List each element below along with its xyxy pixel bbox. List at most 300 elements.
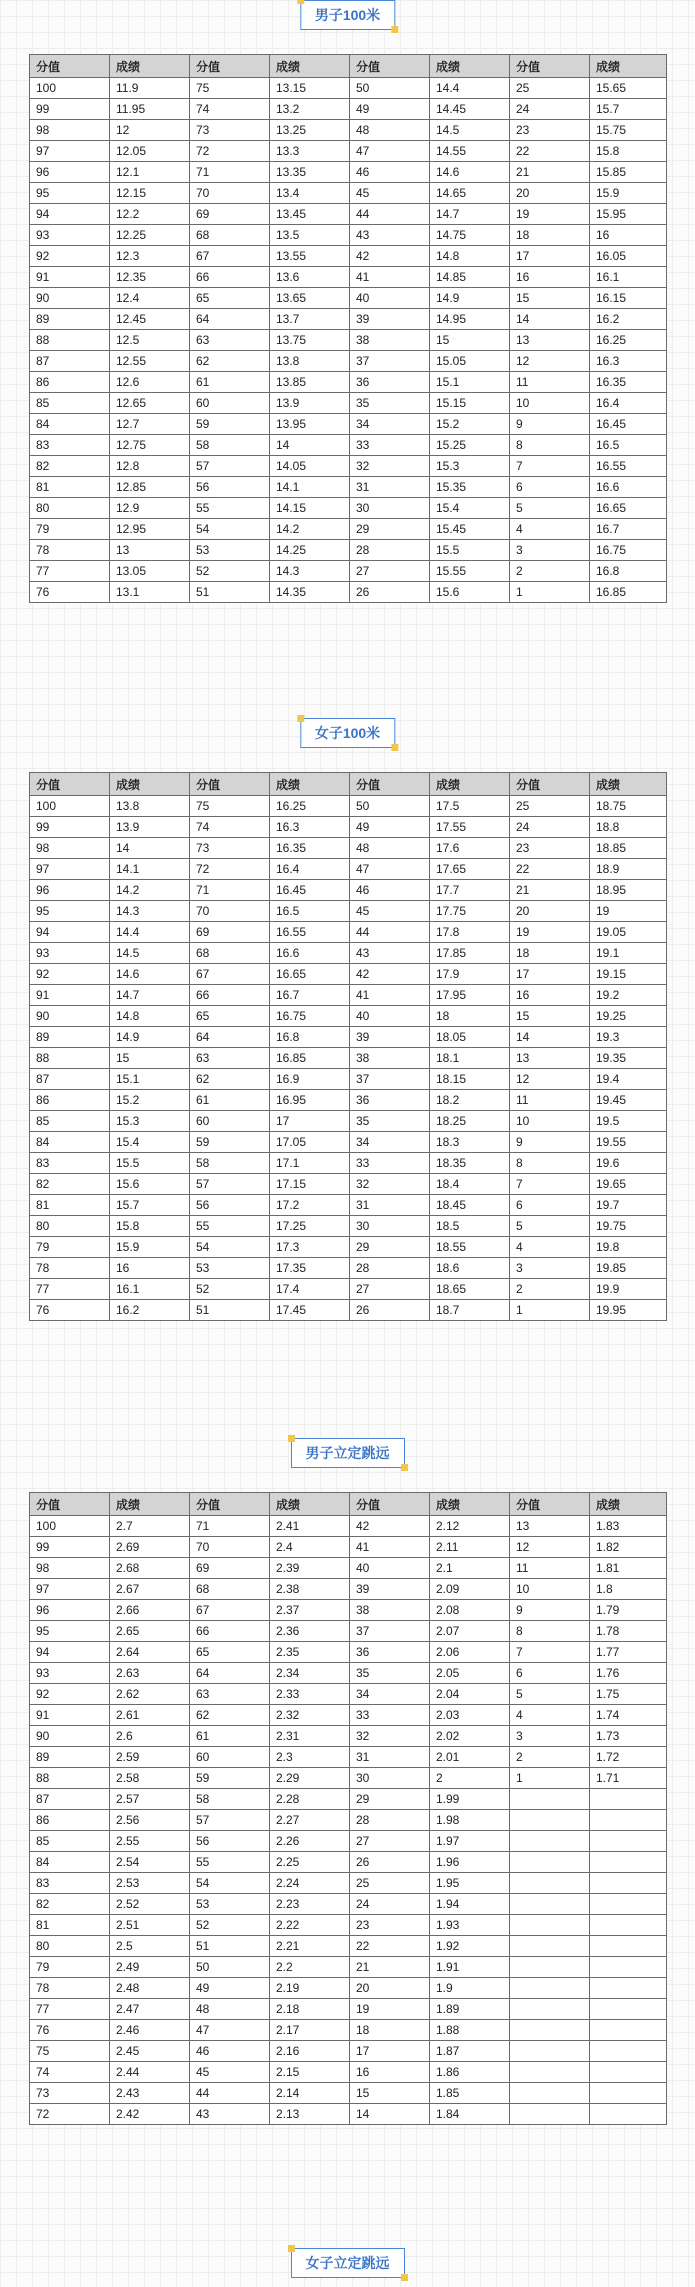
score-cell: 45 xyxy=(190,2062,270,2083)
score-cell: 5 xyxy=(510,1684,590,1705)
score-cell: 37 xyxy=(350,1069,430,1090)
result-cell: 18.4 xyxy=(430,1174,510,1195)
score-cell: 95 xyxy=(30,183,110,204)
table-row xyxy=(30,1978,667,1999)
score-cell: 7 xyxy=(510,1174,590,1195)
result-cell: 13.15 xyxy=(270,78,350,99)
score-cell: 50 xyxy=(190,1957,270,1978)
score-cell: 66 xyxy=(190,1621,270,1642)
score-cell: 89 xyxy=(30,1747,110,1768)
score-cell: 26 xyxy=(350,1300,430,1321)
score-cell: 20 xyxy=(510,183,590,204)
result-cell: 16.6 xyxy=(590,477,667,498)
table-row xyxy=(30,561,667,582)
score-cell: 68 xyxy=(190,943,270,964)
score-cell: 40 xyxy=(350,288,430,309)
score-cell: 74 xyxy=(30,2062,110,2083)
score-cell: 90 xyxy=(30,1006,110,1027)
score-cell: 27 xyxy=(350,1831,430,1852)
result-cell: 1.76 xyxy=(590,1663,667,1684)
result-cell: 15.75 xyxy=(590,120,667,141)
table-row xyxy=(30,1279,667,1300)
score-cell: 93 xyxy=(30,225,110,246)
table-row xyxy=(30,1027,667,1048)
result-cell: 2.58 xyxy=(110,1768,190,1789)
result-cell: 16.35 xyxy=(270,838,350,859)
score-cell: 67 xyxy=(190,1600,270,1621)
result-cell: 12.8 xyxy=(110,456,190,477)
result-cell xyxy=(590,1831,667,1852)
table-row xyxy=(30,1852,667,1873)
score-cell xyxy=(510,2041,590,2062)
column-header-result: 成绩 xyxy=(430,1493,510,1516)
score-cell: 60 xyxy=(190,1111,270,1132)
score-cell: 11 xyxy=(510,372,590,393)
result-cell: 15.05 xyxy=(430,351,510,372)
score-cell: 8 xyxy=(510,1621,590,1642)
score-cell: 58 xyxy=(190,435,270,456)
table-row xyxy=(30,2041,667,2062)
result-cell: 13.7 xyxy=(270,309,350,330)
score-cell: 84 xyxy=(30,1132,110,1153)
score-cell: 61 xyxy=(190,1726,270,1747)
result-cell: 16.9 xyxy=(270,1069,350,1090)
score-cell: 58 xyxy=(190,1789,270,1810)
result-cell: 2.43 xyxy=(110,2083,190,2104)
result-cell: 1.73 xyxy=(590,1726,667,1747)
score-cell: 1 xyxy=(510,582,590,603)
score-cell: 6 xyxy=(510,477,590,498)
result-cell: 18.05 xyxy=(430,1027,510,1048)
column-header-result: 成绩 xyxy=(270,1493,350,1516)
result-cell: 2.29 xyxy=(270,1768,350,1789)
column-header-score: 分值 xyxy=(350,55,430,78)
result-cell: 15.35 xyxy=(430,477,510,498)
score-cell: 63 xyxy=(190,1684,270,1705)
score-cell: 14 xyxy=(510,1027,590,1048)
result-cell: 19.1 xyxy=(590,943,667,964)
score-cell: 91 xyxy=(30,1705,110,1726)
score-cell: 53 xyxy=(190,540,270,561)
score-cell: 45 xyxy=(350,901,430,922)
score-cell: 86 xyxy=(30,1090,110,1111)
score-cell: 2 xyxy=(510,561,590,582)
score-cell: 15 xyxy=(350,2083,430,2104)
result-cell: 17.7 xyxy=(430,880,510,901)
score-cell: 6 xyxy=(510,1195,590,1216)
result-cell: 17.75 xyxy=(430,901,510,922)
score-cell: 61 xyxy=(190,1090,270,1111)
result-cell: 14.7 xyxy=(110,985,190,1006)
score-cell: 65 xyxy=(190,288,270,309)
score-cell: 31 xyxy=(350,477,430,498)
score-cell: 100 xyxy=(30,1516,110,1537)
result-cell: 17.85 xyxy=(430,943,510,964)
score-cell: 40 xyxy=(350,1006,430,1027)
score-cell: 81 xyxy=(30,1195,110,1216)
result-cell: 18.15 xyxy=(430,1069,510,1090)
score-cell: 96 xyxy=(30,1600,110,1621)
result-cell: 2.3 xyxy=(270,1747,350,1768)
score-cell: 89 xyxy=(30,1027,110,1048)
score-cell: 93 xyxy=(30,1663,110,1684)
score-cell: 44 xyxy=(350,204,430,225)
score-cell: 70 xyxy=(190,901,270,922)
score-cell: 11 xyxy=(510,1090,590,1111)
result-cell: 19.75 xyxy=(590,1216,667,1237)
score-cell: 4 xyxy=(510,519,590,540)
result-cell: 2.15 xyxy=(270,2062,350,2083)
score-cell: 56 xyxy=(190,477,270,498)
score-cell: 13 xyxy=(510,330,590,351)
score-cell: 77 xyxy=(30,1279,110,1300)
score-cell: 24 xyxy=(510,99,590,120)
score-cell: 55 xyxy=(190,1852,270,1873)
result-cell: 1.84 xyxy=(430,2104,510,2125)
result-cell: 13.65 xyxy=(270,288,350,309)
result-cell: 1.83 xyxy=(590,1516,667,1537)
table-row xyxy=(30,246,667,267)
table-row xyxy=(30,372,667,393)
score-cell: 13 xyxy=(510,1048,590,1069)
section-title-men-long-jump xyxy=(291,1438,405,1468)
result-cell: 15.2 xyxy=(110,1090,190,1111)
result-cell: 18.35 xyxy=(430,1153,510,1174)
table-row xyxy=(30,1195,667,1216)
score-cell xyxy=(510,1915,590,1936)
section-title-women-100m xyxy=(300,718,395,748)
result-cell: 15.45 xyxy=(430,519,510,540)
result-cell: 19.95 xyxy=(590,1300,667,1321)
result-cell: 2.19 xyxy=(270,1978,350,1999)
table-row xyxy=(30,351,667,372)
score-cell: 53 xyxy=(190,1894,270,1915)
score-cell: 17 xyxy=(510,246,590,267)
score-cell: 8 xyxy=(510,1153,590,1174)
result-cell: 2.65 xyxy=(110,1621,190,1642)
result-cell: 2.64 xyxy=(110,1642,190,1663)
table-row xyxy=(30,1726,667,1747)
result-cell: 13.75 xyxy=(270,330,350,351)
score-cell: 66 xyxy=(190,985,270,1006)
result-cell: 14.25 xyxy=(270,540,350,561)
score-cell: 46 xyxy=(190,2041,270,2062)
result-cell: 2.14 xyxy=(270,2083,350,2104)
result-cell: 1.85 xyxy=(430,2083,510,2104)
score-cell: 3 xyxy=(510,1258,590,1279)
result-cell: 2.5 xyxy=(110,1936,190,1957)
result-cell: 2.1 xyxy=(430,1558,510,1579)
result-cell: 16.5 xyxy=(590,435,667,456)
table-row xyxy=(30,2104,667,2125)
result-cell: 18.65 xyxy=(430,1279,510,1300)
result-cell: 14.4 xyxy=(110,922,190,943)
result-cell: 14 xyxy=(110,838,190,859)
result-cell: 17.8 xyxy=(430,922,510,943)
table-row xyxy=(30,162,667,183)
score-cell: 89 xyxy=(30,309,110,330)
result-cell: 17.45 xyxy=(270,1300,350,1321)
result-cell: 19.7 xyxy=(590,1195,667,1216)
score-cell: 15 xyxy=(510,288,590,309)
table-row xyxy=(30,1300,667,1321)
result-cell: 2.05 xyxy=(430,1663,510,1684)
score-cell: 90 xyxy=(30,288,110,309)
score-cell: 30 xyxy=(350,1216,430,1237)
result-cell: 1.88 xyxy=(430,2020,510,2041)
score-cell xyxy=(510,1810,590,1831)
score-cell: 37 xyxy=(350,1621,430,1642)
score-cell: 33 xyxy=(350,1153,430,1174)
score-cell: 88 xyxy=(30,1048,110,1069)
section-title-text: 男子立定跳远 xyxy=(305,1445,390,1461)
score-cell: 9 xyxy=(510,414,590,435)
result-cell: 17.5 xyxy=(430,796,510,817)
score-cell: 22 xyxy=(510,859,590,880)
result-cell: 13.95 xyxy=(270,414,350,435)
score-cell: 81 xyxy=(30,477,110,498)
score-cell: 96 xyxy=(30,880,110,901)
score-cell: 1 xyxy=(510,1300,590,1321)
score-cell: 48 xyxy=(350,120,430,141)
score-cell: 79 xyxy=(30,1957,110,1978)
table-row xyxy=(30,519,667,540)
result-cell: 15.4 xyxy=(430,498,510,519)
result-cell: 2.61 xyxy=(110,1705,190,1726)
score-cell xyxy=(510,2062,590,2083)
result-cell: 16.45 xyxy=(590,414,667,435)
result-cell: 15.7 xyxy=(110,1195,190,1216)
result-cell: 19.8 xyxy=(590,1237,667,1258)
result-cell: 14.65 xyxy=(430,183,510,204)
score-cell: 59 xyxy=(190,1132,270,1153)
column-header-score: 分值 xyxy=(510,55,590,78)
selection-handle xyxy=(288,2245,295,2252)
result-cell: 19.5 xyxy=(590,1111,667,1132)
result-cell: 15.6 xyxy=(430,582,510,603)
result-cell xyxy=(590,1999,667,2020)
result-cell: 1.82 xyxy=(590,1537,667,1558)
score-cell: 31 xyxy=(350,1195,430,1216)
result-cell: 14.6 xyxy=(110,964,190,985)
score-cell: 57 xyxy=(190,1810,270,1831)
result-cell: 2.47 xyxy=(110,1999,190,2020)
score-cell: 35 xyxy=(350,1111,430,1132)
table-row xyxy=(30,1111,667,1132)
result-cell: 18.5 xyxy=(430,1216,510,1237)
table-row xyxy=(30,1915,667,1936)
result-cell: 2.69 xyxy=(110,1537,190,1558)
result-cell: 19.85 xyxy=(590,1258,667,1279)
table-row xyxy=(30,943,667,964)
result-cell: 13.55 xyxy=(270,246,350,267)
score-cell: 78 xyxy=(30,540,110,561)
score-cell: 88 xyxy=(30,1768,110,1789)
result-cell: 14.9 xyxy=(110,1027,190,1048)
score-cell: 26 xyxy=(350,582,430,603)
table-row xyxy=(30,498,667,519)
score-cell: 36 xyxy=(350,372,430,393)
table-row xyxy=(30,1516,667,1537)
score-cell: 42 xyxy=(350,246,430,267)
score-cell: 21 xyxy=(510,880,590,901)
result-cell xyxy=(590,1915,667,1936)
result-cell: 1.94 xyxy=(430,1894,510,1915)
result-cell xyxy=(590,1936,667,1957)
table-row xyxy=(30,267,667,288)
result-cell: 14.85 xyxy=(430,267,510,288)
score-cell: 12 xyxy=(510,1537,590,1558)
score-cell: 94 xyxy=(30,204,110,225)
result-cell: 17.1 xyxy=(270,1153,350,1174)
table-row xyxy=(30,1090,667,1111)
score-cell: 96 xyxy=(30,162,110,183)
table-row xyxy=(30,225,667,246)
score-cell: 80 xyxy=(30,498,110,519)
score-cell: 24 xyxy=(510,817,590,838)
score-cell: 91 xyxy=(30,985,110,1006)
result-cell xyxy=(590,1957,667,1978)
result-cell: 2.53 xyxy=(110,1873,190,1894)
result-cell: 2.11 xyxy=(430,1537,510,1558)
result-cell: 2.63 xyxy=(110,1663,190,1684)
score-cell: 66 xyxy=(190,267,270,288)
score-cell: 72 xyxy=(190,859,270,880)
result-cell: 16.65 xyxy=(590,498,667,519)
score-cell: 74 xyxy=(190,99,270,120)
result-cell: 11.9 xyxy=(110,78,190,99)
result-cell: 12.95 xyxy=(110,519,190,540)
result-cell: 12.7 xyxy=(110,414,190,435)
table-row xyxy=(30,817,667,838)
table-row xyxy=(30,540,667,561)
result-cell: 16.65 xyxy=(270,964,350,985)
score-cell: 75 xyxy=(190,78,270,99)
result-cell: 16.4 xyxy=(270,859,350,880)
table-row xyxy=(30,1258,667,1279)
score-cell: 50 xyxy=(350,78,430,99)
score-cell: 59 xyxy=(190,1768,270,1789)
score-cell: 4 xyxy=(510,1237,590,1258)
result-cell: 16.25 xyxy=(270,796,350,817)
table-row xyxy=(30,1789,667,1810)
result-cell: 2.21 xyxy=(270,1936,350,1957)
score-cell: 60 xyxy=(190,393,270,414)
result-cell: 18.75 xyxy=(590,796,667,817)
result-cell: 19.35 xyxy=(590,1048,667,1069)
result-cell: 19.4 xyxy=(590,1069,667,1090)
result-cell: 2.26 xyxy=(270,1831,350,1852)
score-cell: 49 xyxy=(350,99,430,120)
table-row xyxy=(30,1999,667,2020)
column-header-result: 成绩 xyxy=(110,1493,190,1516)
result-cell: 16.85 xyxy=(590,582,667,603)
result-cell: 14.95 xyxy=(430,309,510,330)
score-cell: 42 xyxy=(350,1516,430,1537)
score-cell: 52 xyxy=(190,1279,270,1300)
result-cell: 14.2 xyxy=(270,519,350,540)
score-cell: 64 xyxy=(190,1027,270,1048)
score-cell: 39 xyxy=(350,309,430,330)
score-cell: 51 xyxy=(190,1300,270,1321)
result-cell: 2.31 xyxy=(270,1726,350,1747)
score-cell: 30 xyxy=(350,498,430,519)
result-cell: 14.35 xyxy=(270,582,350,603)
result-cell: 12.15 xyxy=(110,183,190,204)
score-cell: 77 xyxy=(30,561,110,582)
score-cell: 35 xyxy=(350,393,430,414)
score-cell: 99 xyxy=(30,99,110,120)
table-row xyxy=(30,2062,667,2083)
result-cell: 2.51 xyxy=(110,1915,190,1936)
table-row xyxy=(30,1768,667,1789)
score-cell: 62 xyxy=(190,351,270,372)
score-cell: 69 xyxy=(190,922,270,943)
result-cell: 2 xyxy=(430,1768,510,1789)
score-cell: 98 xyxy=(30,120,110,141)
result-cell: 19.15 xyxy=(590,964,667,985)
table-row xyxy=(30,1579,667,1600)
result-cell: 15.7 xyxy=(590,99,667,120)
result-cell: 16.1 xyxy=(590,267,667,288)
score-cell: 53 xyxy=(190,1258,270,1279)
table-row xyxy=(30,1153,667,1174)
score-cell: 3 xyxy=(510,540,590,561)
score-cell: 78 xyxy=(30,1978,110,1999)
score-cell: 20 xyxy=(510,901,590,922)
score-cell: 2 xyxy=(510,1279,590,1300)
score-cell: 51 xyxy=(190,1936,270,1957)
table-row xyxy=(30,1006,667,1027)
score-cell: 9 xyxy=(510,1132,590,1153)
column-header-result: 成绩 xyxy=(590,55,667,78)
score-cell: 76 xyxy=(30,2020,110,2041)
result-cell: 12.65 xyxy=(110,393,190,414)
selection-handle xyxy=(401,2274,408,2281)
result-cell: 2.56 xyxy=(110,1810,190,1831)
score-cell: 17 xyxy=(510,964,590,985)
score-cell xyxy=(510,2104,590,2125)
score-cell: 63 xyxy=(190,330,270,351)
result-cell xyxy=(590,1789,667,1810)
score-cell: 80 xyxy=(30,1216,110,1237)
result-cell: 16.45 xyxy=(270,880,350,901)
result-cell: 1.99 xyxy=(430,1789,510,1810)
result-cell: 17.9 xyxy=(430,964,510,985)
table-row xyxy=(30,1132,667,1153)
score-cell: 38 xyxy=(350,1600,430,1621)
column-header-score: 分值 xyxy=(30,1493,110,1516)
result-cell: 2.18 xyxy=(270,1999,350,2020)
score-cell: 83 xyxy=(30,1153,110,1174)
result-cell: 14.05 xyxy=(270,456,350,477)
score-cell: 76 xyxy=(30,582,110,603)
score-cell: 52 xyxy=(190,1915,270,1936)
score-cell: 29 xyxy=(350,519,430,540)
score-cell: 24 xyxy=(350,1894,430,1915)
score-cell: 39 xyxy=(350,1579,430,1600)
table-row xyxy=(30,1642,667,1663)
result-cell: 19.45 xyxy=(590,1090,667,1111)
score-cell: 10 xyxy=(510,1579,590,1600)
score-cell: 22 xyxy=(510,141,590,162)
result-cell: 2.34 xyxy=(270,1663,350,1684)
result-cell: 1.71 xyxy=(590,1768,667,1789)
score-cell: 83 xyxy=(30,1873,110,1894)
result-cell: 17.35 xyxy=(270,1258,350,1279)
score-cell: 5 xyxy=(510,498,590,519)
score-cell: 65 xyxy=(190,1006,270,1027)
